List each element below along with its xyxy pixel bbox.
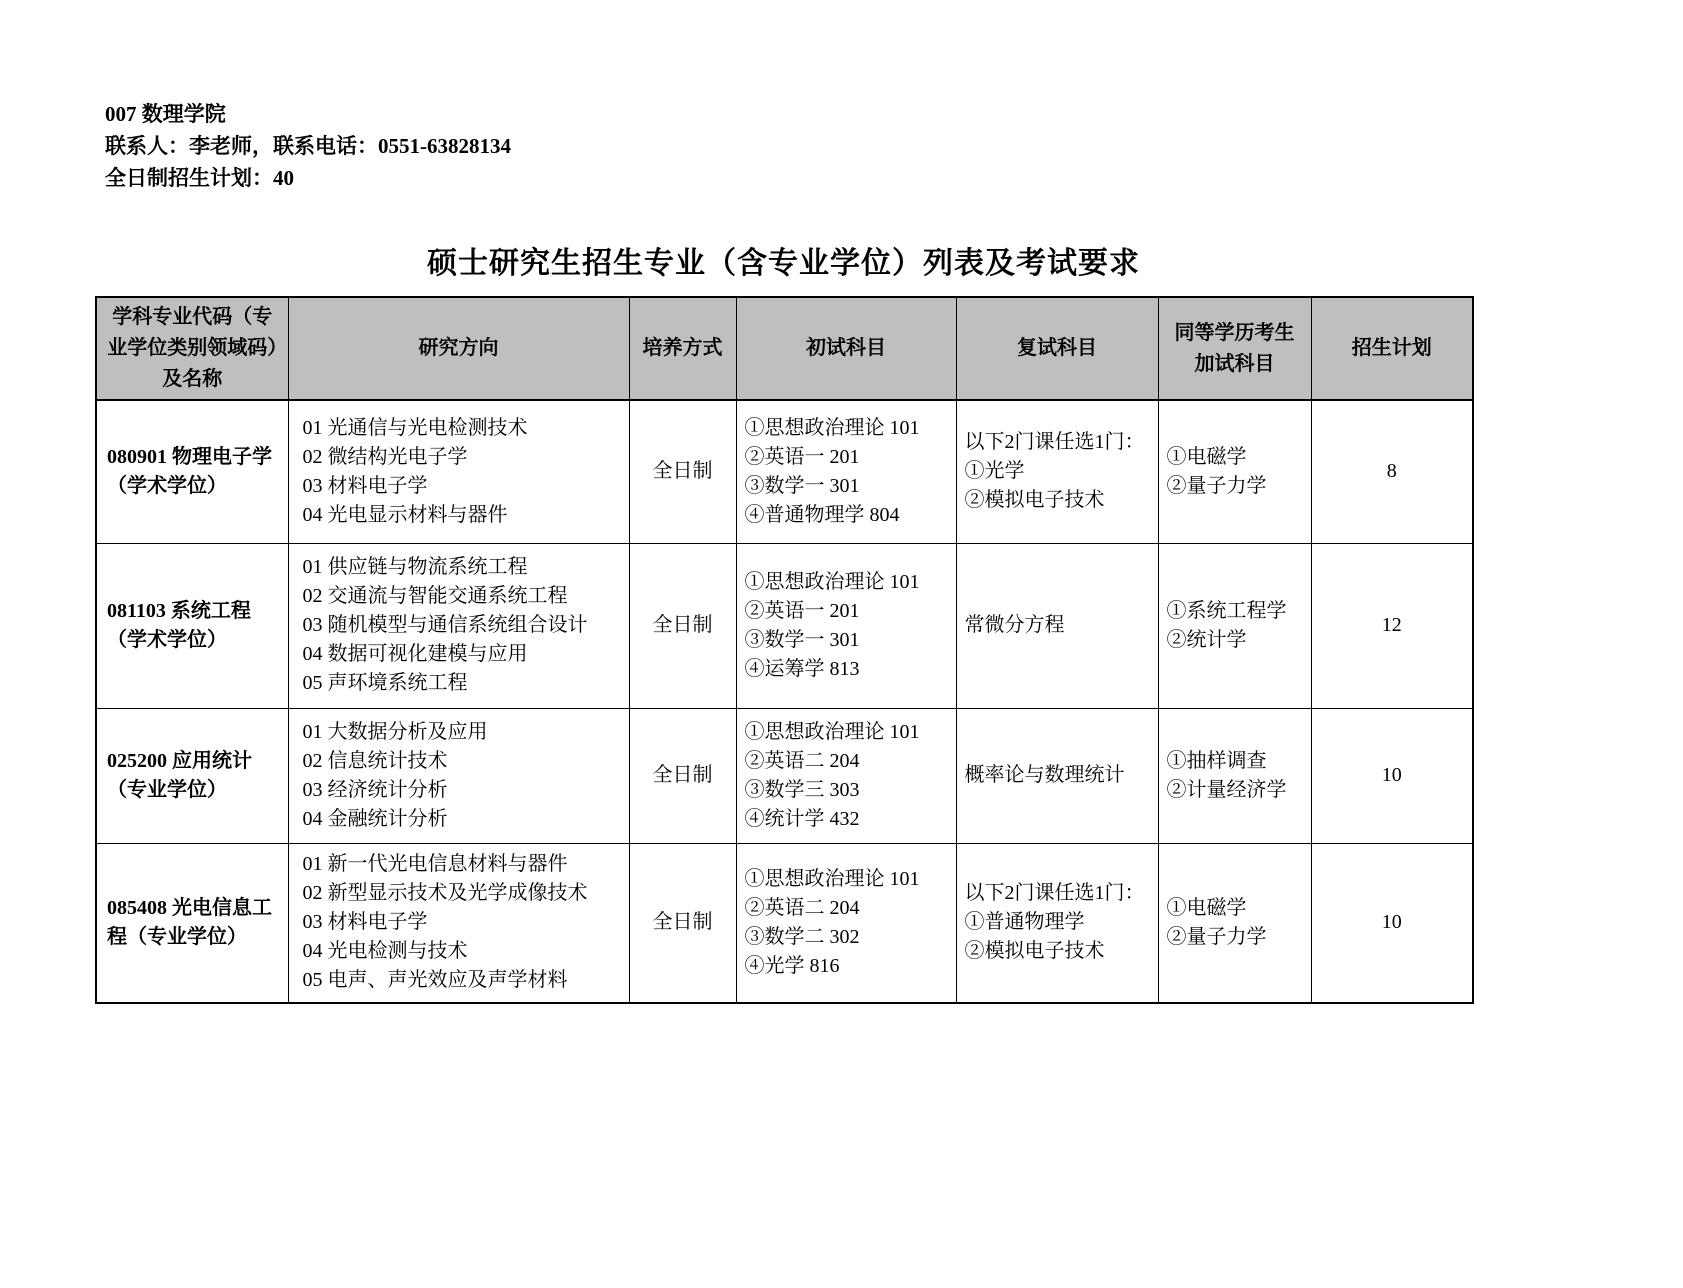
text-line: ①思想政治理论 101	[744, 720, 920, 743]
text-line: 04 数据可视化建模与应用	[302, 643, 528, 665]
college-code-name: 007 数理学院	[105, 102, 226, 126]
text-line: 概率论与数理统计	[964, 764, 1125, 786]
initial-subjects-cell	[736, 843, 956, 1003]
text-line: 05 电声、声光效应及声学材料	[302, 969, 568, 992]
additional-subjects-cell	[1158, 843, 1311, 1003]
text-line: 01 新一代光电信息材料与器件	[302, 853, 568, 876]
contact-line: 联系人：李老师，联系电话：0551-63828134	[105, 134, 511, 158]
text-line: ①普通物理学	[964, 911, 1085, 934]
retest-subjects-cell	[956, 400, 1158, 543]
table-row-optoelectronic-information	[96, 843, 1473, 1003]
research-directions-cell	[288, 400, 629, 543]
table-row-applied-statistics	[96, 708, 1473, 843]
major-code-cell: 081103 系统工程（学术学位）	[96, 543, 288, 708]
college-info-block	[105, 98, 1683, 194]
text-line: 01 大数据分析及应用	[302, 720, 488, 743]
text-line: 01 光通信与光电检测技术	[302, 416, 528, 439]
text-line: 02 信息统计技术	[302, 749, 448, 772]
text-line: ①思想政治理论 101	[744, 867, 920, 890]
retest-subjects-cell	[956, 843, 1158, 1003]
document-page	[0, 98, 1683, 1004]
text-line: 04 金融统计分析	[302, 807, 448, 830]
text-line: ②英语二 204	[744, 896, 860, 919]
text-line: ①抽样调查	[1166, 749, 1267, 772]
admissions-table	[95, 296, 1474, 1004]
text-line: 03 材料电子学	[302, 474, 428, 497]
table-title: 硕士研究生招生专业（含专业学位）列表及考试要求	[427, 247, 1140, 280]
quota-cell: 10	[1311, 843, 1473, 1003]
text-line: ②英语一 201	[744, 599, 860, 622]
table-row-systems-engineering	[96, 543, 1473, 708]
header-additional-exam-subjects: 同等学历考生加试科目	[1158, 297, 1311, 400]
text-line: ④运筹学 813	[744, 657, 860, 680]
initial-subjects-cell	[736, 400, 956, 543]
text-line: 05 声环境系统工程	[302, 672, 468, 694]
additional-subjects-cell	[1158, 708, 1311, 843]
text-line: ②统计学	[1166, 628, 1247, 651]
text-line: ③数学一 301	[744, 628, 860, 651]
text-line: ②英语一 201	[744, 445, 860, 468]
text-line: 常微分方程	[964, 614, 1065, 636]
major-code-cell: 085408 光电信息工程（专业学位）	[96, 843, 288, 1003]
quota-cell: 12	[1311, 543, 1473, 708]
initial-subjects-cell	[736, 543, 956, 708]
research-directions-cell	[288, 543, 629, 708]
retest-subjects-cell	[956, 708, 1158, 843]
text-line: ②英语二 204	[744, 749, 860, 772]
header-row	[96, 297, 1473, 400]
header-retest-subjects: 复试科目	[956, 297, 1158, 400]
text-line: 04 光电显示材料与器件	[302, 503, 508, 526]
text-line: ③数学一 301	[744, 474, 860, 497]
text-line: ③数学三 303	[744, 778, 860, 801]
additional-subjects-cell	[1158, 400, 1311, 543]
research-directions-cell	[288, 843, 629, 1003]
study-mode-cell: 全日制	[629, 708, 736, 843]
text-line: 02 新型显示技术及光学成像技术	[302, 882, 588, 905]
major-code-cell: 025200 应用统计（专业学位）	[96, 708, 288, 843]
text-line: ①电磁学	[1166, 445, 1247, 468]
text-line: 以下2门课任选1门：	[964, 431, 1145, 454]
study-mode-cell: 全日制	[629, 543, 736, 708]
retest-subjects-cell	[956, 543, 1158, 708]
quota-cell: 8	[1311, 400, 1473, 543]
text-line: ②量子力学	[1166, 925, 1267, 948]
additional-subjects-cell	[1158, 543, 1311, 708]
header-research-directions: 研究方向	[288, 297, 629, 400]
table-row-physical-electronics	[96, 400, 1473, 543]
text-line: 01 供应链与物流系统工程	[302, 556, 528, 578]
text-line: 02 交通流与智能交通系统工程	[302, 585, 568, 607]
text-line: ①电磁学	[1166, 896, 1247, 919]
text-line: ③数学二 302	[744, 925, 860, 948]
header-enrollment-quota: 招生计划	[1311, 297, 1473, 400]
text-line: ①光学	[964, 460, 1025, 483]
text-line: ①系统工程学	[1166, 599, 1287, 622]
text-line: ②计量经济学	[1166, 778, 1287, 801]
text-line: ④光学 816	[744, 954, 840, 977]
fulltime-plan-line: 全日制招生计划：40	[105, 166, 294, 190]
text-line: ①思想政治理论 101	[744, 570, 920, 593]
text-line: ②量子力学	[1166, 474, 1267, 497]
text-line: ④统计学 432	[744, 807, 860, 830]
text-line: ④普通物理学 804	[744, 503, 900, 526]
text-line: 04 光电检测与技术	[302, 940, 468, 963]
header-initial-exam-subjects: 初试科目	[736, 297, 956, 400]
research-directions-cell	[288, 708, 629, 843]
text-line: 03 经济统计分析	[302, 778, 448, 801]
quota-cell: 10	[1311, 708, 1473, 843]
header-major-code: 学科专业代码（专业学位类别领域码）及名称	[96, 297, 288, 400]
initial-subjects-cell	[736, 708, 956, 843]
major-code-cell: 080901 物理电子学（学术学位）	[96, 400, 288, 543]
header-study-mode: 培养方式	[629, 297, 736, 400]
text-line: 03 随机模型与通信系统组合设计	[302, 614, 588, 636]
text-line: 02 微结构光电子学	[302, 445, 468, 468]
text-line: ②模拟电子技术	[964, 940, 1105, 963]
text-line: ②模拟电子技术	[964, 489, 1105, 512]
text-line: 03 材料电子学	[302, 911, 428, 934]
text-line: ①思想政治理论 101	[744, 416, 920, 439]
study-mode-cell: 全日制	[629, 843, 736, 1003]
text-line: 以下2门课任选1门：	[964, 882, 1145, 905]
study-mode-cell: 全日制	[629, 400, 736, 543]
